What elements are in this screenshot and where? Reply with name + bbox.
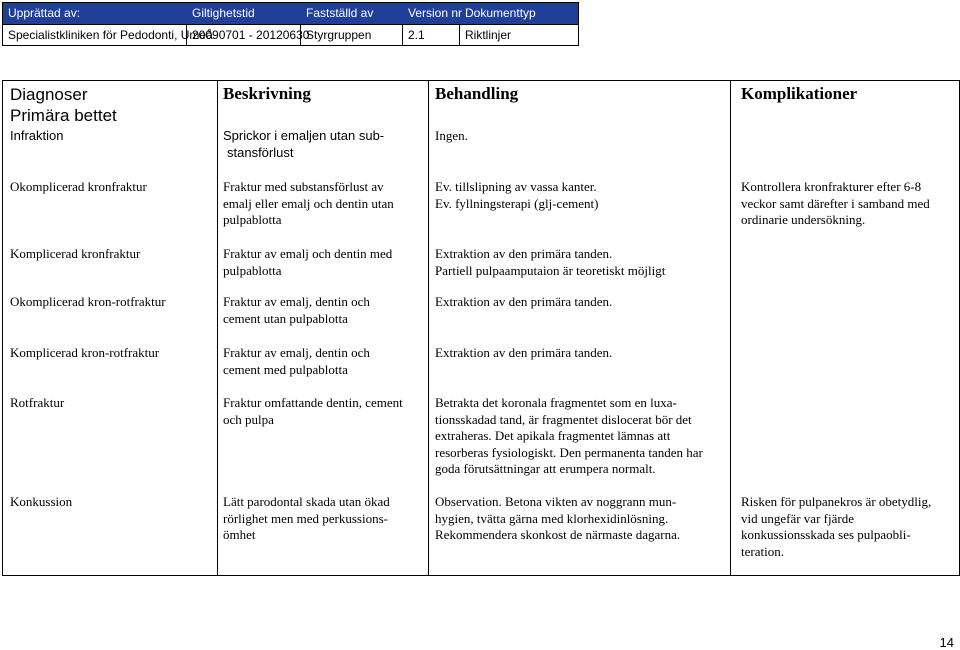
column-divider xyxy=(730,81,731,575)
header-behandling: Behandling xyxy=(435,84,519,103)
row-behandling xyxy=(435,179,598,212)
row-behandling xyxy=(435,494,680,544)
row-komplikationer xyxy=(741,494,931,560)
row-diagnos: Okomplicerad kronfraktur xyxy=(10,179,147,194)
text-line: Observation. Betona vikten av noggrann mun- xyxy=(435,494,677,509)
text-line: ordinarie undersökning. xyxy=(741,212,866,227)
header-beskrivning: Beskrivning xyxy=(223,84,311,103)
row-beskrivning xyxy=(223,179,394,229)
meta-header-validity: Giltighetstid xyxy=(192,6,255,20)
row-komplikationer xyxy=(741,179,930,229)
text-line: och pulpa xyxy=(223,411,274,427)
row-diagnos: Komplicerad kron-rotfraktur xyxy=(10,345,160,360)
text-line: extraheras. Det apikala fragmentet lämnas att xyxy=(435,428,671,443)
page-number: 14 xyxy=(939,635,954,650)
text-line: Ev. tillslipning av vassa kanter. xyxy=(435,179,597,194)
column-divider xyxy=(428,81,429,575)
text-line: teration. xyxy=(741,543,784,559)
row-beskrivning xyxy=(223,246,392,279)
row-beskrivning xyxy=(223,294,370,327)
meta-value-approved-by: Styrgruppen xyxy=(301,25,403,46)
meta-value-doc-type: Riktlinjer xyxy=(465,28,512,42)
text-line: Kontrollera kronfrakturer efter 6-8 xyxy=(741,179,922,194)
text-line: ömhet xyxy=(223,527,256,542)
text-line: rörlighet men med perkussions- xyxy=(223,510,388,526)
text-line: Rekommendera skonkost de närmaste dagarna. xyxy=(435,527,681,542)
row-beskrivning xyxy=(223,345,370,378)
meta-header-doc-type: Dokumenttyp xyxy=(465,6,536,20)
row-beskrivning xyxy=(223,128,384,161)
text-line: stansförlust xyxy=(227,144,294,160)
text-line: Sprickor i emaljen utan sub- xyxy=(223,128,385,143)
text-line: cement utan pulpablotta xyxy=(223,310,348,326)
header-komplikationer: Komplikationer xyxy=(741,84,858,103)
meta-value-prepared-by: Specialistkliniken för Pedodonti, Umeå xyxy=(3,25,187,46)
text-line: Fraktur med substansförlust av xyxy=(223,179,384,194)
text-line: cement med pulpablotta xyxy=(223,361,348,377)
row-diagnos: Okomplicerad kron-rotfraktur xyxy=(10,294,166,309)
row-behandling xyxy=(435,246,665,279)
text-line: Fraktur av emalj och dentin med xyxy=(223,246,393,261)
header-diagnoser xyxy=(10,84,117,126)
column-divider xyxy=(217,81,218,575)
text-line: Lätt parodontal skada utan ökad xyxy=(223,494,390,509)
text-line: Risken för pulpanekros är obetydlig, xyxy=(741,494,932,509)
text-line: resorberas fysiologiskt. Den permanenta tanden har xyxy=(435,444,703,460)
row-diagnos: Konkussion xyxy=(10,494,73,509)
text-line: Fraktur omfattande dentin, cement xyxy=(223,395,403,410)
row-behandling xyxy=(435,294,612,311)
meta-header-prepared-by: Upprättad av: xyxy=(8,6,81,20)
text-line: vid ungefär var fjärde xyxy=(741,510,854,526)
row-behandling xyxy=(435,128,468,145)
row-diagnos: Komplicerad kronfraktur xyxy=(10,246,141,261)
text-line: Extraktion av den primära tanden. xyxy=(435,294,613,309)
text-line: konkussionsskada ses pulpaobli- xyxy=(741,527,911,542)
row-behandling xyxy=(435,345,612,362)
text-line: pulpablotta xyxy=(223,262,282,278)
text-line: Fraktur av emalj, dentin och xyxy=(223,294,370,309)
row-beskrivning xyxy=(223,395,403,428)
row-beskrivning xyxy=(223,494,390,544)
header-diagnoser-line2: Primära bettet xyxy=(10,106,117,125)
text-line: Ev. fyllningsterapi (glj-cement) xyxy=(435,195,599,211)
text-line: hygien, tvätta gärna med klorhexidinlösning. xyxy=(435,510,669,526)
text-line: pulpablotta xyxy=(223,212,282,227)
meta-header-row xyxy=(3,3,578,24)
row-behandling xyxy=(435,395,703,478)
text-line: emalj eller emalj och dentin utan xyxy=(223,195,394,211)
meta-value-version: 2.1 xyxy=(403,25,460,46)
text-line: Partiell pulpaamputaion är teoretiskt möjligt xyxy=(435,262,666,278)
document-meta-box xyxy=(2,2,579,46)
text-line: goda förutsättningar att erumpera normalt. xyxy=(435,461,656,476)
meta-value-row xyxy=(3,25,578,46)
text-line: Extraktion av den primära tanden. xyxy=(435,345,613,360)
meta-value-validity: 20090701 - 20120630 xyxy=(187,25,301,46)
header-diagnoser-line1: Diagnoser xyxy=(10,85,88,104)
text-line: veckor samt därefter i samband med xyxy=(741,195,930,211)
row-diagnos: Infraktion xyxy=(10,128,64,143)
text-line: Extraktion av den primära tanden. xyxy=(435,246,613,261)
row-diagnos: Rotfraktur xyxy=(10,395,65,410)
text-line: Ingen. xyxy=(435,128,468,143)
text-line: Betrakta det koronala fragmentet som en luxa- xyxy=(435,395,677,410)
text-line: tionsskadad tand, är fragmentet dislocerat bör det xyxy=(435,411,692,427)
meta-header-version: Version nr xyxy=(408,6,463,20)
meta-header-approved-by: Fastställd av xyxy=(306,6,374,20)
diagnosis-table xyxy=(2,80,960,576)
text-line: Fraktur av emalj, dentin och xyxy=(223,345,370,360)
